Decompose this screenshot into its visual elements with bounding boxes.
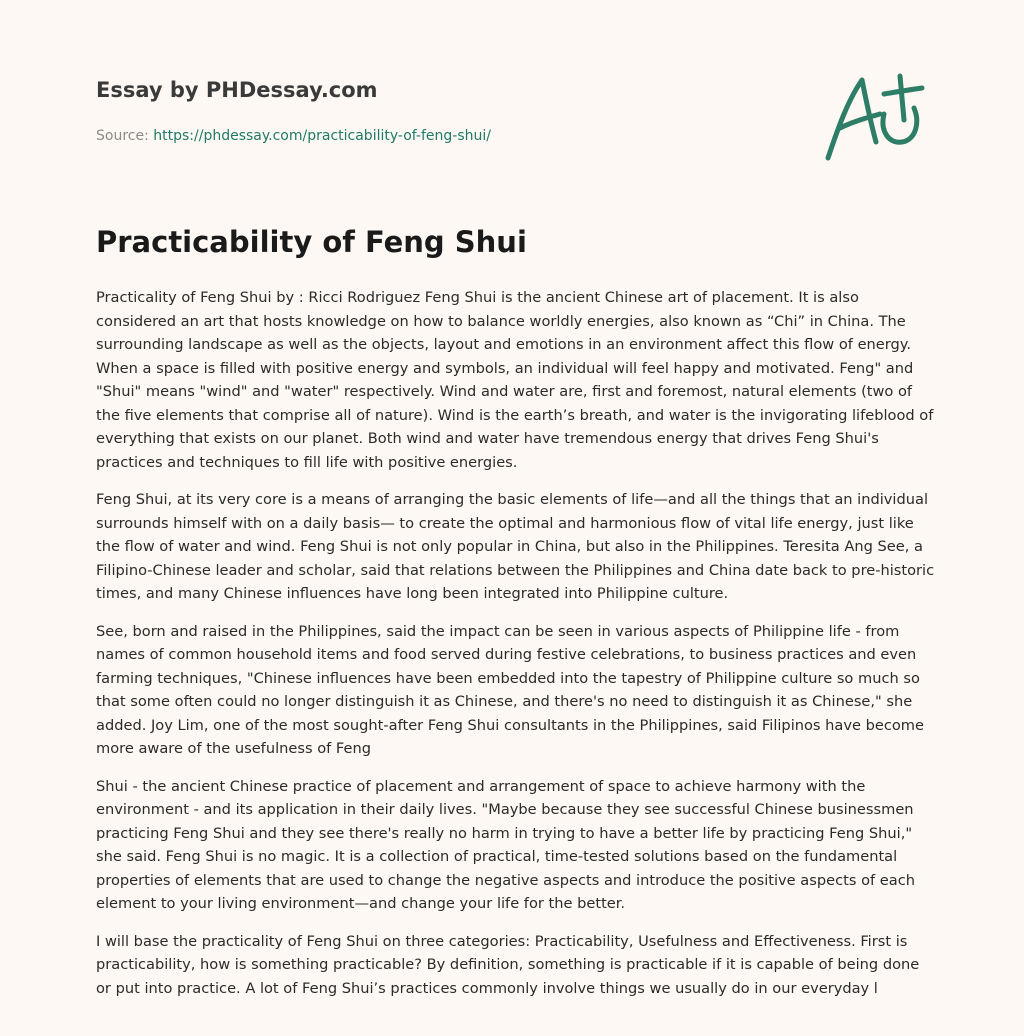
site-brand: Essay by PHDessay.com (96, 78, 378, 102)
essay-paragraph: Feng Shui, at its very core is a means of arranging the basic elements of life—and all the things that an individual surrounds himself with on a daily basis— to create the optimal and harmonious flow of vital life energy, just like the flow of water and wind. Feng Shui is not only popular in China, but also in the Philippines. Teresita Ang See, a Filipino-Chinese leader and scholar, said that relations between the Philippines and China date back to pre-historic times, and many Chinese influences have long been integrated into Philippine culture. (96, 491, 935, 602)
essay-paragraph: See, born and raised in the Philippines, said the impact can be seen in various aspects of Philippine life - from names of common household items and food served during festive celebrations, to business practices and even farming techniques, "Chinese influences have been embedded into the tapestry of Philippine culture so much so that some often could no longer distinguish it as Chinese, and there's no need to distinguish it as Chinese," she added. Joy Lim, one of the most sought-after Feng Shui consultants in the Philippines, said Filipinos have become more aware of the usefulness of Feng (96, 622, 925, 757)
essay-paragraph: I will base the practicality of Feng Shui on three categories: Practicability, Usefulness and Effectiveness. First is practicability, how is something practicable? By definition, something is practicable if it is capable of being done or put into practice. A lot of Feng Shui’s practices commonly involve things we usually do in our everyday l (96, 932, 920, 997)
source-line (96, 126, 736, 146)
essay-title: Practicability of Feng Shui (96, 225, 527, 259)
essay-body (96, 286, 938, 1014)
source-label: Source: (96, 128, 154, 144)
header (96, 76, 736, 146)
a-plus-grade-icon (818, 66, 930, 164)
essay-paragraph: Shui - the ancient Chinese practice of placement and arrangement of space to achieve harmony with the environment - and its application in their daily lives. "Maybe because they see successful Chinese businessmen practicing Feng Shui and they see there's really no harm in trying to have a better life by practicing Feng Shui," she said. Feng Shui is no magic. It is a collection of practical, time-tested solutions based on the fundamental properties of elements that are used to change the negative aspects and introduce the positive aspects of each element to your living environment—and change your life for the better. (96, 777, 915, 912)
essay-paragraph: Practicality of Feng Shui by : Ricci Rodriguez Feng Shui is the ancient Chinese art of placement. It is also considered an art that hosts knowledge on how to balance worldly energies, also known as “Chi” in China. The surrounding landscape as well as the objects, layout and emotions in an environment affect this flow of energy. When a space is filled with positive energy and symbols, an individual will feel happy and motivated. Feng" and "Shui" means "wind" and "water" respectively. Wind and water are, first and foremost, natural elements (two of the five elements that comprise all of nature). Wind is the earth’s breath, and water is the invigorating lifeblood of everything that exists on our planet. Both wind and water have tremendous energy that drives Feng Shui's practices and techniques to fill life with positive energies. (96, 289, 934, 471)
source-link[interactable]: https://phdessay.com/practicability-of-feng-shui/ (153, 128, 491, 144)
